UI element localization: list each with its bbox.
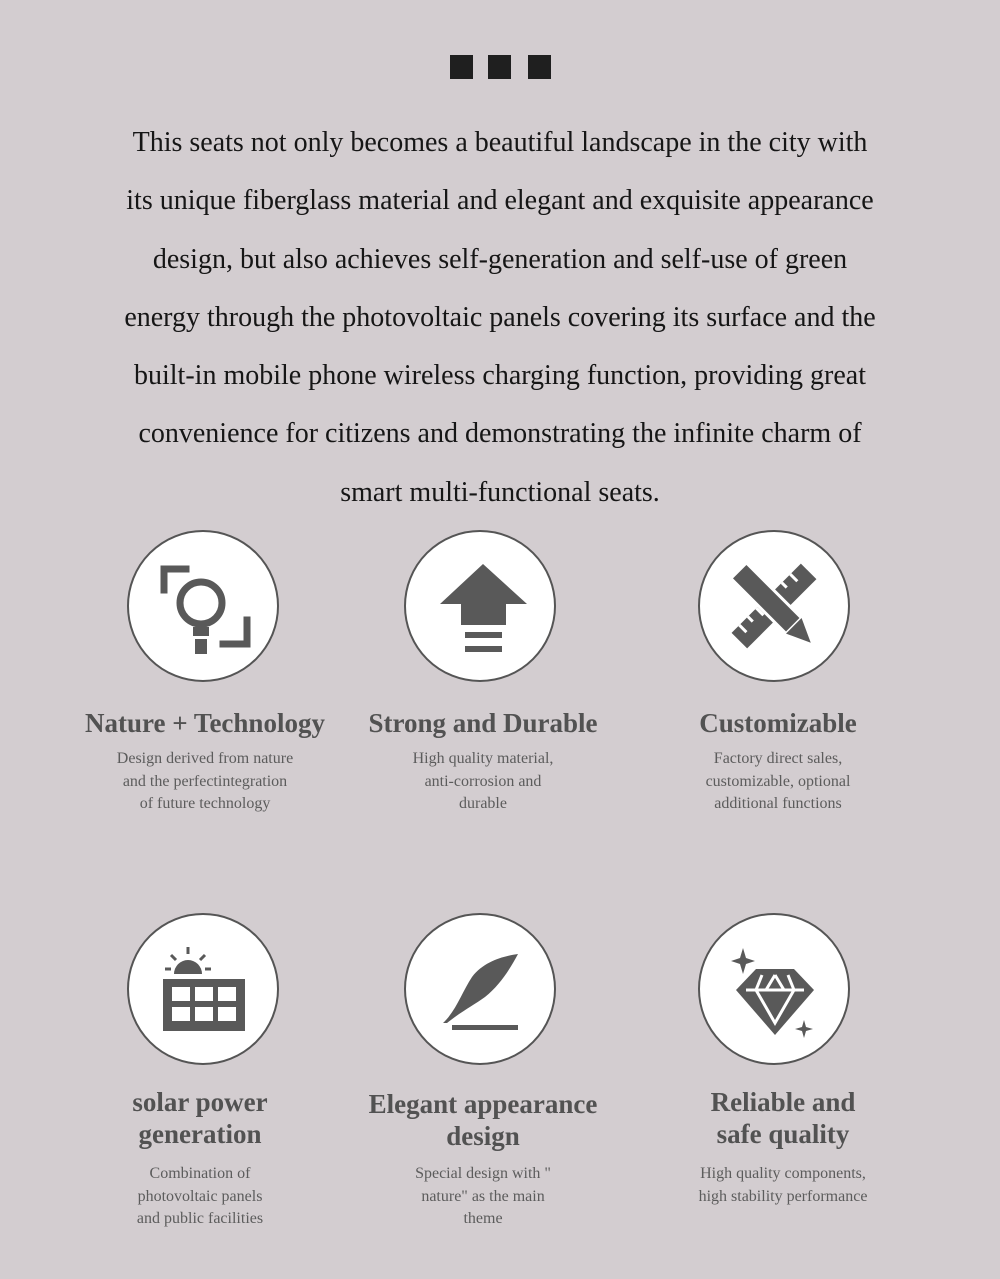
feature-description-line: of future technology	[139, 795, 271, 813]
feature-title	[55, 707, 355, 739]
feature-description-line: Combination of	[149, 1165, 251, 1182]
feature-description-line: Special design with "	[415, 1165, 551, 1182]
feature-icon-circle	[404, 913, 556, 1065]
intro-line: smart multi-functional seats.	[340, 476, 660, 508]
feature-title-line: Customizable	[699, 708, 857, 738]
feature-solar-power	[50, 913, 350, 1243]
feature-nature-technology	[55, 530, 355, 830]
ruler-pencil-icon	[700, 532, 848, 680]
intro-paragraph	[100, 114, 900, 522]
feature-description-line: theme	[463, 1210, 503, 1228]
feature-description-line: durable	[459, 795, 507, 813]
intro-line: energy through the photovoltaic panels covering its surface and the	[124, 301, 876, 333]
feature-description	[50, 1163, 350, 1231]
square-1	[450, 55, 473, 79]
feature-icon-circle	[698, 530, 850, 682]
feature-description-line: nature" as the main	[421, 1187, 545, 1205]
feature-description	[333, 1163, 633, 1231]
feature-description-line: high stability performance	[698, 1187, 868, 1205]
feature-customizable	[628, 530, 928, 830]
feature-title-line: Nature + Technology	[85, 708, 325, 738]
intro-line: built-in mobile phone wireless charging function, providing great	[134, 360, 866, 392]
feature-reliable-quality	[633, 913, 933, 1243]
feature-description-line: customizable, optional	[705, 772, 851, 790]
decorative-squares	[450, 55, 552, 79]
feature-description	[633, 1163, 933, 1208]
feature-description	[628, 748, 928, 816]
feature-title-line: solar power	[132, 1087, 268, 1117]
intro-line: its unique fiberglass material and elegant and exquisite appearance	[126, 185, 874, 217]
diamond-icon	[700, 915, 848, 1063]
square-2	[488, 55, 511, 79]
feature-icon-circle	[404, 530, 556, 682]
feature-description-line: Factory direct sales,	[713, 750, 843, 767]
feature-title-line: Elegant appearance	[368, 1089, 598, 1119]
feature-description-line: Design derived from nature	[116, 750, 294, 767]
feature-icon-circle	[698, 913, 850, 1065]
intro-line: design, but also achieves self-generation and self-use of green	[152, 243, 848, 275]
feature-title-line: generation	[138, 1119, 262, 1149]
solar-panel-icon	[129, 915, 277, 1063]
intro-line: This seats not only becomes a beautiful landscape in the city with	[132, 127, 868, 158]
feature-title-line: Strong and Durable	[368, 708, 598, 738]
feature-strong-durable	[333, 530, 633, 830]
feature-description-line: anti-corrosion and	[424, 772, 542, 790]
feature-description-line: High quality material,	[412, 750, 554, 767]
feature-description	[55, 748, 355, 816]
feature-title-line: design	[446, 1121, 520, 1151]
feature-description-line: and the perfectintegration	[122, 772, 288, 790]
feature-elegant-design	[333, 913, 633, 1243]
feature-description-line: and public facilities	[136, 1210, 264, 1228]
feature-title-line: safe quality	[716, 1119, 850, 1149]
upload-arrow-icon	[406, 532, 554, 680]
feature-description-line: additional functions	[714, 795, 842, 813]
feature-icon-circle	[127, 530, 279, 682]
feature-description-line: photovoltaic panels	[137, 1187, 263, 1205]
magnifier-icon	[129, 532, 277, 680]
feature-title	[333, 707, 633, 739]
feature-title	[633, 1086, 933, 1150]
feature-icon-circle	[127, 913, 279, 1065]
feature-description-line: High quality components,	[700, 1165, 866, 1182]
feature-title-line: Reliable and	[710, 1087, 856, 1117]
feature-title	[50, 1086, 350, 1150]
square-3	[528, 55, 551, 79]
feature-description	[333, 748, 633, 816]
feature-title	[333, 1088, 633, 1152]
intro-line: convenience for citizens and demonstrating the infinite charm of	[138, 418, 862, 450]
feature-title	[628, 707, 928, 739]
feature-icon	[406, 915, 554, 1063]
